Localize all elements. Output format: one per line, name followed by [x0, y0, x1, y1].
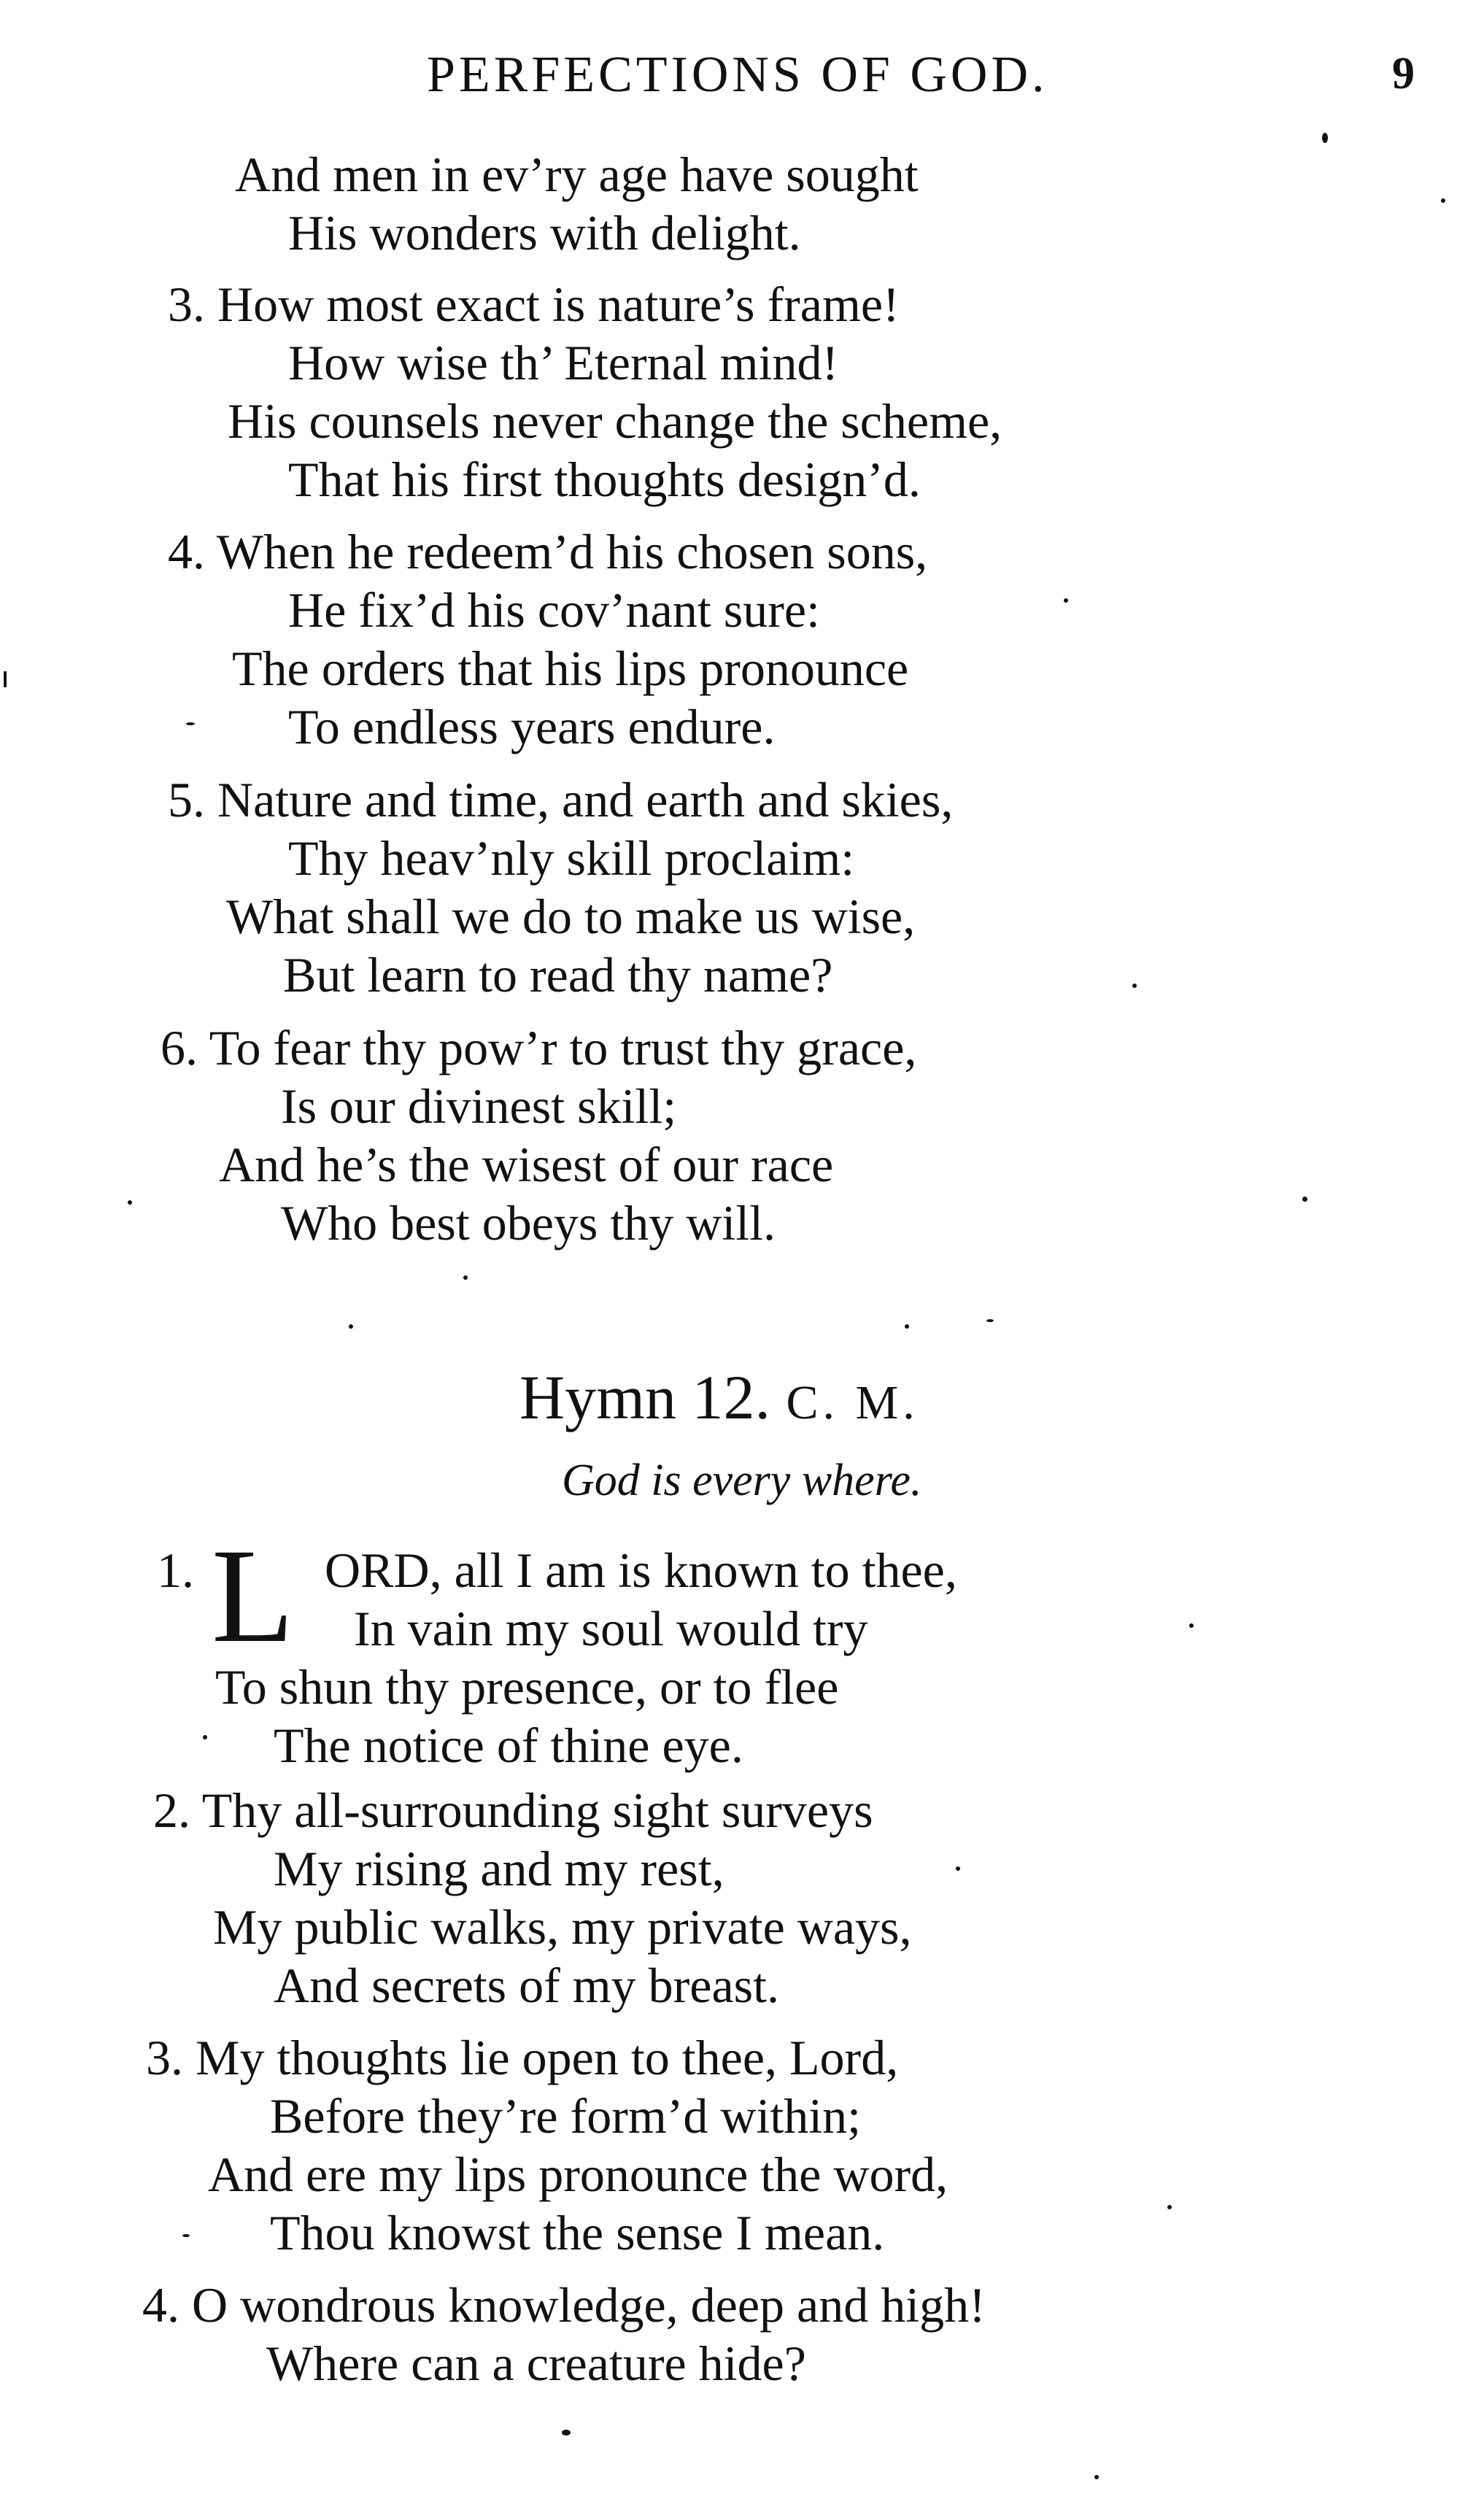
hymn-title [519, 1362, 919, 1432]
verse-line: He fix’d his cov’nant sure: [288, 582, 820, 638]
verse-line: 2. Thy all-surrounding sight surveys [153, 1782, 873, 1838]
verse-line: My public walks, my private ways, [213, 1899, 912, 1955]
verse-line: 4. O wondrous knowledge, deep and high! [142, 2277, 986, 2333]
scan-speck [986, 1319, 994, 1322]
scan-speck [1167, 2205, 1172, 2209]
page-number: 9 [1392, 49, 1415, 99]
verse-line: And men in ev’ry age have sought [235, 147, 919, 202]
verse-line: And he’s the wisest of our race [219, 1137, 834, 1192]
verse-line: Thy heav’nly skill proclaim: [288, 830, 855, 886]
scan-speck [182, 2234, 190, 2237]
hymn-subtitle: God is every where. [562, 1456, 922, 1505]
verse-line: How wise th’ Eternal mind! [288, 335, 839, 390]
verse-line: And ere my lips pronounce the word, [208, 2147, 948, 2202]
scan-speck [562, 2430, 571, 2436]
verse-line: To shun thy presence, or to flee [215, 1659, 839, 1715]
scan-speck [1322, 133, 1328, 143]
scan-speck [1132, 984, 1137, 988]
verse-line: But learn to read thy name? [283, 947, 833, 1003]
scan-speck [186, 722, 195, 725]
scan-speck [905, 1324, 909, 1329]
verse-line: 3. My thoughts lie open to thee, Lord, [146, 2030, 899, 2085]
verse-line: My rising and my rest, [274, 1841, 724, 1896]
scan-speck [1064, 598, 1068, 603]
hymn-number: Hymn 12. [519, 1362, 770, 1432]
verse-line: What shall we do to make us wise, [226, 889, 916, 944]
verse-number: 1. [157, 1542, 194, 1598]
scan-speck [1302, 1197, 1307, 1202]
scan-speck [1189, 1623, 1194, 1628]
verse-line: Before they’re form’d within; [270, 2088, 862, 2144]
drop-cap: L [212, 1521, 295, 1671]
verse-line: 6. To fear thy pow’r to trust thy grace, [161, 1020, 917, 1075]
scan-speck [463, 1275, 468, 1280]
scan-speck [128, 1200, 132, 1205]
verse-line: Who best obeys thy will. [281, 1195, 776, 1251]
verse-line: That his first thoughts design’d. [288, 452, 921, 507]
verse-line: The notice of thine eye. [274, 1718, 743, 1773]
verse-line: And secrets of my breast. [274, 1958, 780, 2013]
verse-line: His wonders with delight. [288, 205, 801, 260]
scan-speck [956, 1866, 960, 1871]
verse-line: 4. When he redeem’d his chosen sons, [168, 524, 928, 579]
hymn-meter: C. M. [786, 1376, 919, 1429]
scan-speck [1094, 2475, 1099, 2479]
verse-line: Thou knowst the sense I mean. [270, 2205, 885, 2260]
verse-line: His counsels never change the scheme, [228, 393, 1002, 449]
scan-speck [349, 1324, 353, 1329]
running-title: PERFECTIONS OF GOD. [427, 47, 1048, 103]
verse-line: Is our divinest skill; [281, 1078, 677, 1134]
verse-line: To endless years endure. [288, 699, 776, 754]
scan-speck [203, 1735, 207, 1739]
verse-line: 3. How most exact is nature’s frame! [168, 277, 900, 332]
verse-line: Where can a creature hide? [266, 2336, 806, 2391]
verse-line: 5. Nature and time, and earth and skies, [168, 772, 954, 827]
verse-line: The orders that his lips pronounce [232, 641, 909, 696]
verse-line: In vain my soul would try [354, 1601, 868, 1656]
scan-speck [4, 671, 7, 687]
scan-speck [1441, 198, 1445, 203]
verse-line: ORD, all I am is known to thee, [325, 1542, 957, 1598]
